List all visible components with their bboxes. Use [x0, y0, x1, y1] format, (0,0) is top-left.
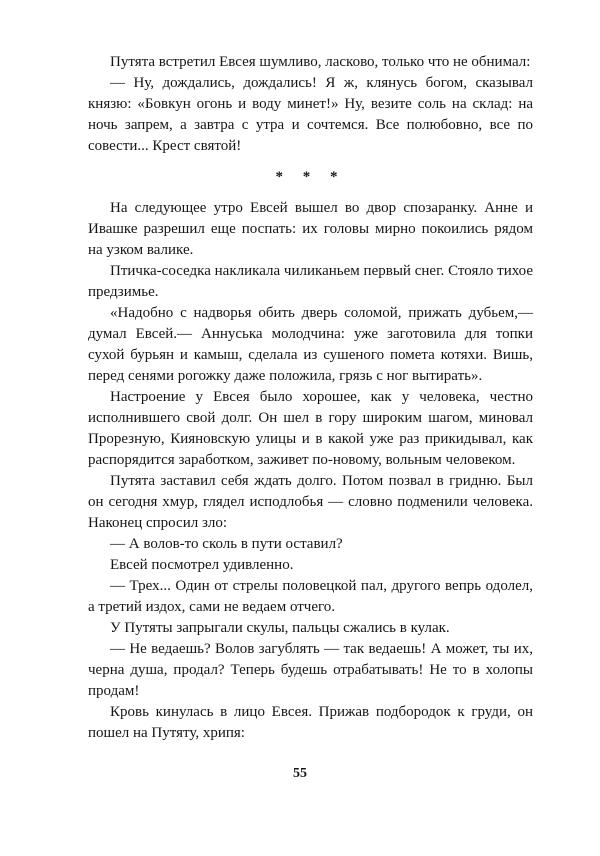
paragraph: Кровь кинулась в лицо Евсея. Прижав подбородок к груди, он пошел на Путяту, хрипя: [88, 704, 533, 741]
paragraph: Евсей посмотрел удивленно. [110, 557, 294, 573]
paragraph: Настроение у Евсея было хорошее, как у человека, честно исполнившего свой долг. Он шел в гору широким шагом, миновал Прорезную, Кияновскую улицы и в какой уже раз прикидывал, как распорядится заработком, заживет по-новому, вольным человеком. [88, 389, 533, 468]
dialogue-line: — А волов-то сколь в пути оставил? [110, 536, 343, 552]
paragraph: Путята встретил Евсея шумливо, ласково, только что не обнимал: [110, 54, 531, 70]
paragraph: Птичка-соседка накликала чиликаньем первый снег. Стояло тихое предзимье. [88, 263, 533, 300]
dialogue-line: — Не ведаешь? Волов загублять — так ведаешь! А может, ты их, черна душа, продал? Теперь будешь отрабатывать! Не то в холопы продам! [88, 641, 533, 699]
paragraph: «Надобно с надворья обить дверь соломой, прижать дубьем,— думал Евсей.— Аннуська молодчина: уже заготовила для топки сухой бурьян и камыш, сделала из сушеного помета котяхи. Вишь, перед сенями рогожку даже положила, грязь с ног вытирать». [88, 305, 533, 384]
section-separator: * * * [275, 169, 346, 185]
paragraph: — Ну, дождались, дождались! Я ж, клянусь богом, сказывал князю: «Бовкун огонь и воду минет!» Ну, везите соль на склад: на ночь запрем, а завтра с утра и сочтемся. Все полюбовно, все по совести... Крест святой! [88, 75, 533, 154]
paragraph: Путята заставил себя ждать долго. Потом позвал в гридню. Был он сегодня хмур, глядел исподлобья — словно подменили человека. Наконец спросил зло: [88, 473, 533, 531]
page-number: 55 [293, 766, 307, 781]
paragraph: У Путяты запрыгали скулы, пальцы сжались в кулак. [110, 620, 450, 636]
dialogue-line: — Трех... Один от стрелы половецкой пал, другого вепрь одолел, а третий издох, сами не ведаем отчего. [88, 578, 533, 615]
paragraph: На следующее утро Евсей вышел во двор спозаранку. Анне и Ивашке разрешил еще поспать: их головы мирно покоились рядом на узком валике. [88, 200, 533, 258]
page-body [88, 52, 533, 744]
